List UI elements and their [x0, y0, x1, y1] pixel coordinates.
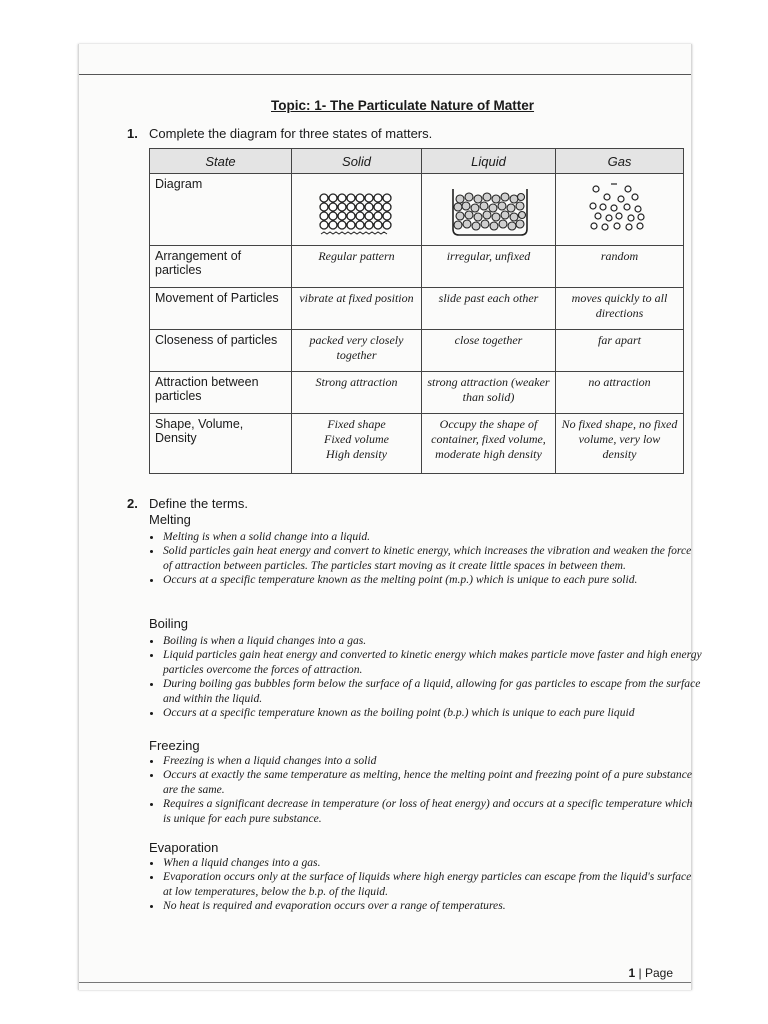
table-row [150, 330, 684, 372]
header-state: State [150, 149, 292, 174]
melting-list [145, 530, 703, 588]
list-item: • Solid particles gain heat energy and convert to kinetic energy, which increases the vibration and weaken the force of attraction between particles. The particles start moving as it create little spaces in between them. [163, 544, 703, 573]
question-1-text: Complete the diagram for three states of matters. [149, 126, 433, 141]
question-1-number: 1. [127, 126, 138, 141]
header-liquid: Liquid [422, 149, 556, 174]
liquid-cell: slide past each other [422, 288, 556, 330]
header-gas: Gas [556, 149, 684, 174]
melting-heading: Melting [149, 512, 191, 527]
footer-rule [79, 982, 691, 983]
document-page [78, 44, 702, 990]
row-label: Attraction between particles [150, 372, 292, 414]
list-item: • Melting is when a solid change into a liquid. [163, 530, 703, 544]
solid-particles-diagram [297, 177, 415, 239]
liquid-cell: Occupy the shape of container, fixed volume, moderate high density [422, 414, 556, 474]
solid-cell: packed very closely together [292, 330, 422, 372]
freezing-list [145, 754, 703, 826]
table-header-row [150, 149, 684, 174]
list-item: • Occurs at a specific temperature known as the boiling point (b.p.) which is unique to each pure liquid [163, 706, 703, 720]
solid-cell: Fixed shape Fixed volume High density [292, 414, 422, 474]
gas-cell: No fixed shape, no fixed volume, very low density [556, 414, 684, 474]
liquid-particles-diagram [427, 177, 549, 239]
header-rule [79, 74, 691, 75]
solid-cell: vibrate at fixed position [292, 288, 422, 330]
states-of-matter-table [149, 148, 684, 474]
evaporation-list [145, 856, 703, 914]
row-label: Movement of Particles [150, 288, 292, 330]
table-row [150, 372, 684, 414]
table-row [150, 414, 684, 474]
liquid-cell: strong attraction (weaker than solid) [422, 372, 556, 414]
diagram-label: Diagram [150, 174, 292, 246]
gas-diagram-cell [556, 174, 684, 246]
liquid-cell: close together [422, 330, 556, 372]
row-label: Shape, Volume, Density [150, 414, 292, 474]
gas-cell: random [556, 246, 684, 288]
list-item: • Evaporation occurs only at the surface of liquids where high energy particles can escape from the liquid's surface at low temperatures, below the b.p. of the liquid. [163, 870, 703, 899]
list-item: • Boiling is when a liquid changes into a gas. [163, 634, 703, 648]
question-2-number: 2. [127, 496, 138, 511]
list-item: • Requires a significant decrease in temperature (or loss of heat energy) and occurs at a specific temperature which is unique for each pure substance. [163, 797, 703, 826]
list-item: • Liquid particles gain heat energy and converted to kinetic energy which makes particle move faster and high energy particles overcome the forces of attraction. [163, 648, 703, 677]
header-solid: Solid [292, 149, 422, 174]
solid-cell: Strong attraction [292, 372, 422, 414]
liquid-cell: irregular, unfixed [422, 246, 556, 288]
gas-cell: no attraction [556, 372, 684, 414]
list-item: • During boiling gas bubbles form below the surface of a liquid, allowing for gas particles to escape from the surface and within the liquid. [163, 677, 703, 706]
gas-cell: moves quickly to all directions [556, 288, 684, 330]
row-label: Closeness of particles [150, 330, 292, 372]
row-label: Arrangement of particles [150, 246, 292, 288]
diagram-row [150, 174, 684, 246]
page-title: Topic: 1- The Particulate Nature of Matter [271, 98, 535, 113]
list-item: • Freezing is when a liquid changes into a solid [163, 754, 703, 768]
page-number [628, 966, 673, 980]
solid-diagram-cell [292, 174, 422, 246]
question-2-text: Define the terms. [149, 496, 248, 511]
freezing-heading: Freezing [149, 738, 200, 753]
list-item: • When a liquid changes into a gas. [163, 856, 703, 870]
evaporation-heading: Evaporation [149, 840, 219, 855]
solid-cell: Regular pattern [292, 246, 422, 288]
list-item: • Occurs at a specific temperature known as the melting point (m.p.) which is unique to each pure solid. [163, 573, 703, 587]
gas-cell: far apart [556, 330, 684, 372]
table-row [150, 288, 684, 330]
liquid-diagram-cell [422, 174, 556, 246]
page-label: | Page [638, 966, 673, 980]
gas-particles-diagram [561, 177, 677, 239]
list-item: • No heat is required and evaporation occurs over a range of temperatures. [163, 899, 703, 913]
list-item: • Occurs at exactly the same temperature as melting, hence the melting point and freezing point of a pure substance are the same. [163, 768, 703, 797]
table-row [150, 246, 684, 288]
page-number-value: 1 [628, 966, 636, 980]
boiling-list [145, 634, 703, 720]
boiling-heading: Boiling [149, 616, 189, 631]
